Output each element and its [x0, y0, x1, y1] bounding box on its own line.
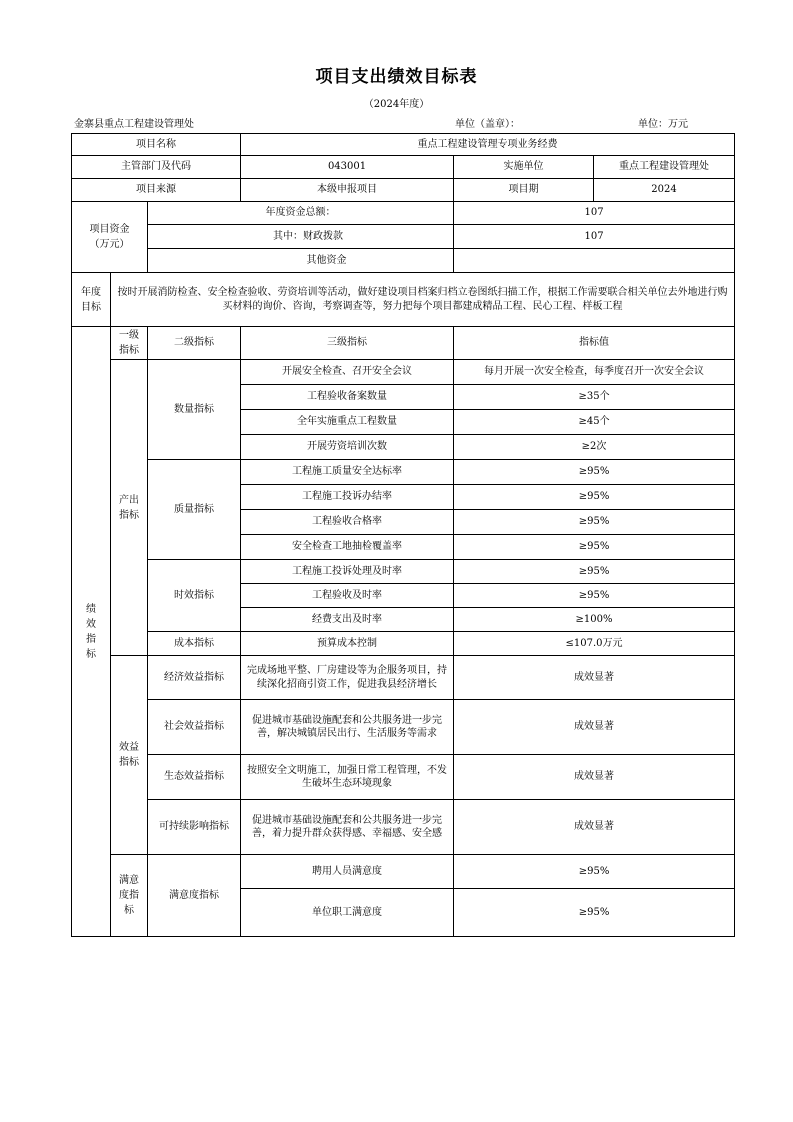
- goal-label-text: 年度目标: [81, 286, 101, 313]
- indicator-row: [72, 700, 735, 755]
- indicator-value: ≥95%: [454, 855, 735, 889]
- indicator-row: [72, 360, 735, 385]
- indicator-value: ≥2次: [454, 435, 735, 460]
- fiscal-value: 107: [454, 225, 735, 249]
- level3-indicator: 促进城市基础设施配套和公共服务进一步完善，解决城镇居民出行、生活服务等需求: [241, 700, 454, 755]
- indicator-value: ≥95%: [454, 460, 735, 485]
- source-value: 本级申报项目: [241, 179, 454, 202]
- source-label: 项目来源: [72, 179, 241, 202]
- indicator-row: [72, 460, 735, 485]
- indicator-value: 每月开展一次安全检查，每季度召开一次安全会议: [454, 360, 735, 385]
- fund-label-text: 项目资金（万元）: [89, 224, 130, 250]
- indicator-value: 成效显著: [454, 755, 735, 800]
- row-source: [72, 179, 735, 202]
- level3-indicator: 工程施工投诉处理及时率: [241, 560, 454, 584]
- indicator-value: ≤107.0万元: [454, 632, 735, 656]
- level3-indicator: 安全检查工地抽检覆盖率: [241, 535, 454, 560]
- level1-indicator-text: 满意度指标: [119, 875, 139, 916]
- goal-label: [72, 273, 111, 327]
- impl-unit: 重点工程建设管理处: [594, 156, 735, 179]
- org-name: 金寨县重点工程建设管理处: [74, 119, 194, 130]
- row-dept: [72, 156, 735, 179]
- level3-indicator: 开展安全检查、召开安全会议: [241, 360, 454, 385]
- col-level1: [111, 327, 148, 360]
- level2-indicator: 满意度指标: [148, 855, 241, 937]
- total-value: 107: [454, 202, 735, 225]
- page-title: 项目支出绩效目标表: [315, 67, 478, 87]
- level3-indicator: 全年实施重点工程数量: [241, 410, 454, 435]
- period-label: 项目期: [454, 179, 594, 202]
- row-other: [72, 249, 735, 273]
- indicator-value: 成效显著: [454, 800, 735, 855]
- level3-indicator: 开展劳资培训次数: [241, 435, 454, 460]
- fiscal-label: 其中：财政拨款: [148, 225, 454, 249]
- indicator-value: ≥100%: [454, 608, 735, 632]
- col-level3: 三级指标: [241, 327, 454, 360]
- perf-header-row: [72, 327, 735, 360]
- level1-indicator-text: 产出指标: [119, 494, 139, 521]
- other-value: [454, 249, 735, 273]
- level2-indicator: 数量指标: [148, 360, 241, 460]
- level1-indicator: [111, 855, 148, 937]
- indicator-value: ≥95%: [454, 560, 735, 584]
- indicator-row: [72, 800, 735, 855]
- perf-label-text: 绩效指标: [86, 603, 96, 660]
- indicator-value: ≥95%: [454, 584, 735, 608]
- indicator-value: ≥45个: [454, 410, 735, 435]
- level2-indicator: 成本指标: [148, 632, 241, 656]
- level3-indicator: 工程施工质量安全达标率: [241, 460, 454, 485]
- level1-indicator-text: 效益指标: [119, 742, 139, 768]
- indicator-value: ≥95%: [454, 889, 735, 937]
- indicator-value: ≥95%: [454, 510, 735, 535]
- indicator-row: [72, 632, 735, 656]
- indicator-row: [72, 755, 735, 800]
- level3-indicator: 经费支出及时率: [241, 608, 454, 632]
- goal-text: 按时开展消防检查、安全检查验收、劳资培训等活动，做好建设项目档案归档立卷图纸扫描工作，根据工作需要联合相关单位去外地进行购买材料的询价、咨询，考察调查等，努力把每个项目都建成精品工程、民心工程、样板工程: [111, 273, 735, 327]
- level3-indicator: 预算成本控制: [241, 632, 454, 656]
- indicator-value: 成效显著: [454, 700, 735, 755]
- performance-table: [71, 133, 735, 937]
- row-fiscal: [72, 225, 735, 249]
- level2-indicator: 经济效益指标: [148, 656, 241, 700]
- level2-indicator: 生态效益指标: [148, 755, 241, 800]
- level3-indicator: 单位职工满意度: [241, 889, 454, 937]
- col-level1-text: 一级指标: [119, 330, 139, 356]
- level3-indicator: 完成场地平整、厂房建设等为企服务项目，持续深化招商引资工作，促进我县经济增长: [241, 656, 454, 700]
- col-value: 指标值: [454, 327, 735, 360]
- indicator-value: ≥95%: [454, 485, 735, 510]
- seal-label: 单位（盖章）：: [455, 119, 520, 130]
- period-value: 2024: [594, 179, 735, 202]
- level2-indicator: 质量指标: [148, 460, 241, 560]
- level3-indicator: 工程验收及时率: [241, 584, 454, 608]
- dept-code: 043001: [241, 156, 454, 179]
- level3-indicator: 促进城市基础设施配套和公共服务进一步完善，着力提升群众获得感、幸福感、安全感: [241, 800, 454, 855]
- indicator-row: [72, 855, 735, 889]
- project-name-label: 项目名称: [72, 134, 241, 156]
- level3-indicator: 工程验收备案数量: [241, 385, 454, 410]
- level3-indicator: 工程验收合格率: [241, 510, 454, 535]
- level2-indicator: 时效指标: [148, 560, 241, 632]
- level2-indicator: 社会效益指标: [148, 700, 241, 755]
- impl-label: 实施单位: [454, 156, 594, 179]
- level3-indicator: 聘用人员满意度: [241, 855, 454, 889]
- perf-label: [72, 327, 111, 937]
- row-total: [72, 202, 735, 225]
- indicator-value: 成效显著: [454, 656, 735, 700]
- project-name-value: 重点工程建设管理专项业务经费: [241, 134, 735, 156]
- unit-label: 单位：万元: [638, 119, 688, 130]
- indicator-value: ≥35个: [454, 385, 735, 410]
- other-label: 其他资金: [148, 249, 454, 273]
- indicator-value: ≥95%: [454, 535, 735, 560]
- level3-indicator: 按照安全文明施工，加强日常工程管理，不发生破坏生态环境现象: [241, 755, 454, 800]
- indicator-row: [72, 656, 735, 700]
- indicator-row: [72, 560, 735, 584]
- level1-indicator: [111, 360, 148, 656]
- row-goal: [72, 273, 735, 327]
- fund-label: [72, 202, 148, 273]
- level2-indicator: 可持续影响指标: [148, 800, 241, 855]
- total-label: 年度资金总额：: [148, 202, 454, 225]
- dept-label: 主管部门及代码: [72, 156, 241, 179]
- level3-indicator: 工程施工投诉办结率: [241, 485, 454, 510]
- col-level2: 二级指标: [148, 327, 241, 360]
- row-project-name: [72, 134, 735, 156]
- year-label: （2024年度）: [363, 99, 430, 110]
- level1-indicator: [111, 656, 148, 855]
